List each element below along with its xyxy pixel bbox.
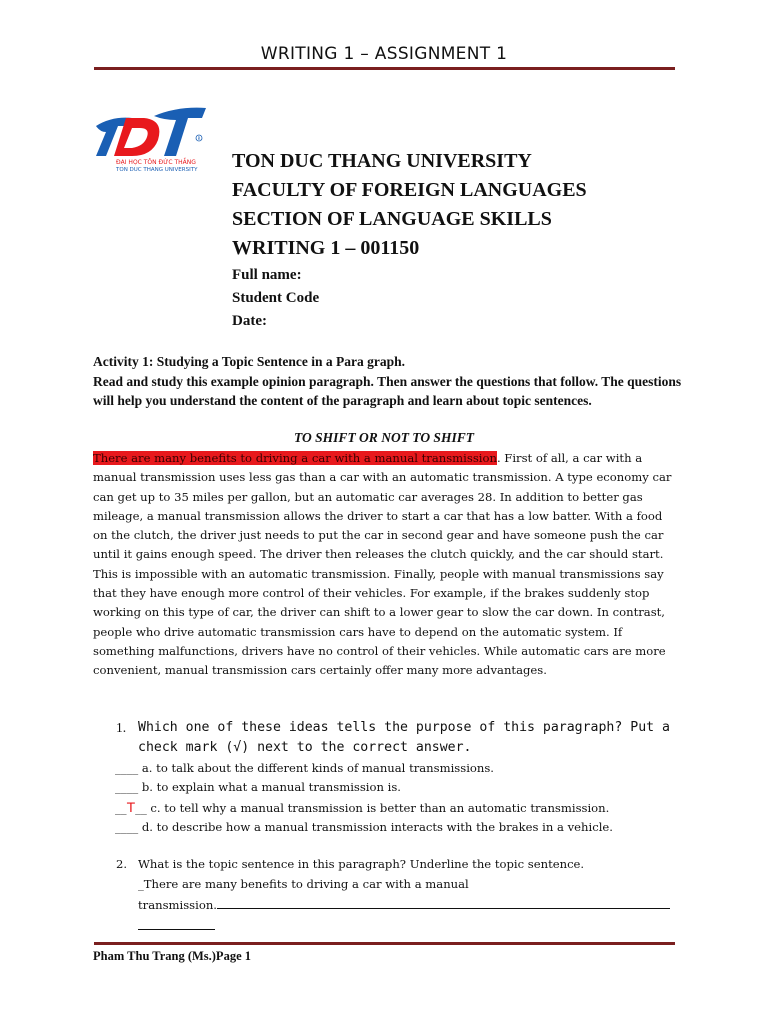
option-text: c. to tell why a manual transmission is better than an automatic transmission. [146, 800, 610, 815]
question-2-number: 2. [116, 857, 128, 871]
footer-rule [94, 942, 675, 945]
paragraph-body: . First of all, a car with a manual transmission uses less gas than a car with an automatic transmission. A type economy car can get up to 35 miles per gallon, but an automatic car averages 28. In addition to better gas mileage, a manual transmission allows the driver to start a car that has a low batter. With a food on the clutch, the driver just needs to put the car in second gear and have someone push the car until it gains enough speed. The driver then releases the clutch quickly, and the car should start. This is impossible with an automatic transmission. Finally, people with manual transmissions say that they have enough more control of their vehicles. For example, if the brakes suddenly stop working on this type of car, the driver can shift to a lower gear to slow the car down. In contrast, people who drive automatic transmission cars have to depend on the automatic system. If something malfunctions, drivers have no control of their vehicles. While automatic cars are more convenient, manual transmission cars certainly offer many more advantages. [93, 451, 672, 678]
activity-block [93, 352, 683, 411]
answer-blank[interactable]: ____ [115, 780, 139, 795]
section-name: SECTION OF LANGUAGE SKILLS [232, 208, 552, 230]
option-a[interactable] [115, 759, 613, 778]
activity-title: Activity 1: Studying a Topic Sentence in a Para graph. [93, 354, 406, 369]
tdt-university-logo [92, 104, 210, 174]
answer-underline[interactable] [217, 894, 670, 909]
answer-blank-after[interactable]: __ [135, 800, 147, 815]
option-text: d. to describe how a manual transmission interacts with the brakes in a vehicle. [138, 819, 613, 834]
question-2-answer-line2[interactable] [138, 894, 678, 915]
topic-sentence-highlight: There are many benefits to driving a car with a manual transmission [93, 451, 497, 465]
question-2-text: What is the topic sentence in this paragraph? Underline the topic sentence. [138, 857, 585, 871]
question-2-answer-line1: _There are many benefits to driving a car with a manual [138, 877, 469, 891]
answer-blank[interactable]: __ [115, 800, 127, 815]
option-text: b. to explain what a manual transmission is. [138, 780, 401, 795]
faculty-name: FACULTY OF FOREIGN LANGUAGES [232, 179, 587, 201]
question-1-text: Which one of these ideas tells the purpose of this paragraph? Put a check mark (√) next to the correct answer. [138, 720, 670, 755]
logo-line2: TON DUC THANG UNIVERSITY [116, 167, 198, 173]
question-1 [118, 718, 678, 758]
option-c[interactable] [115, 798, 613, 818]
answer-underline[interactable] [138, 915, 215, 930]
header-title: WRITING 1 – ASSIGNMENT 1 [260, 44, 508, 64]
option-d[interactable] [115, 818, 613, 837]
footer-text: Pham Thu Trang (Ms.)Page 1 [93, 949, 251, 963]
header-rule [94, 67, 675, 70]
university-name: TON DUC THANG UNIVERSITY [232, 150, 532, 172]
paragraph-title: TO SHIFT OR NOT TO SHIFT [294, 430, 474, 445]
answer-blank[interactable]: ____ [115, 819, 139, 834]
question-2 [118, 854, 678, 936]
answer-blank[interactable]: ____ [115, 761, 139, 775]
activity-instructions: Read and study this example opinion paragraph. Then answer the questions that follow. The questions will help you understand the content of the paragraph and learn about topic sentences. [93, 373, 682, 408]
student-code-label: Student Code [232, 290, 320, 306]
course-code: WRITING 1 – 001150 [232, 237, 420, 259]
question-1-number: 1. [116, 720, 127, 735]
university-block [232, 147, 587, 263]
example-paragraph [93, 449, 678, 681]
full-name-label: Full name: [232, 267, 302, 283]
logo-line1: ĐẠI HỌC TÔN ĐỨC THẮNG [116, 159, 196, 166]
option-text: a. to talk about the different kinds of manual transmissions. [138, 761, 494, 775]
svg-text:R: R [197, 135, 201, 141]
answer-mark: T [126, 798, 136, 815]
question-2-answer-line3[interactable] [138, 915, 678, 936]
question-1-options [115, 759, 613, 837]
question-2-answer-text: transmission. [138, 898, 217, 912]
option-b[interactable] [115, 778, 613, 797]
student-info [232, 264, 319, 333]
date-label: Date: [232, 313, 267, 329]
